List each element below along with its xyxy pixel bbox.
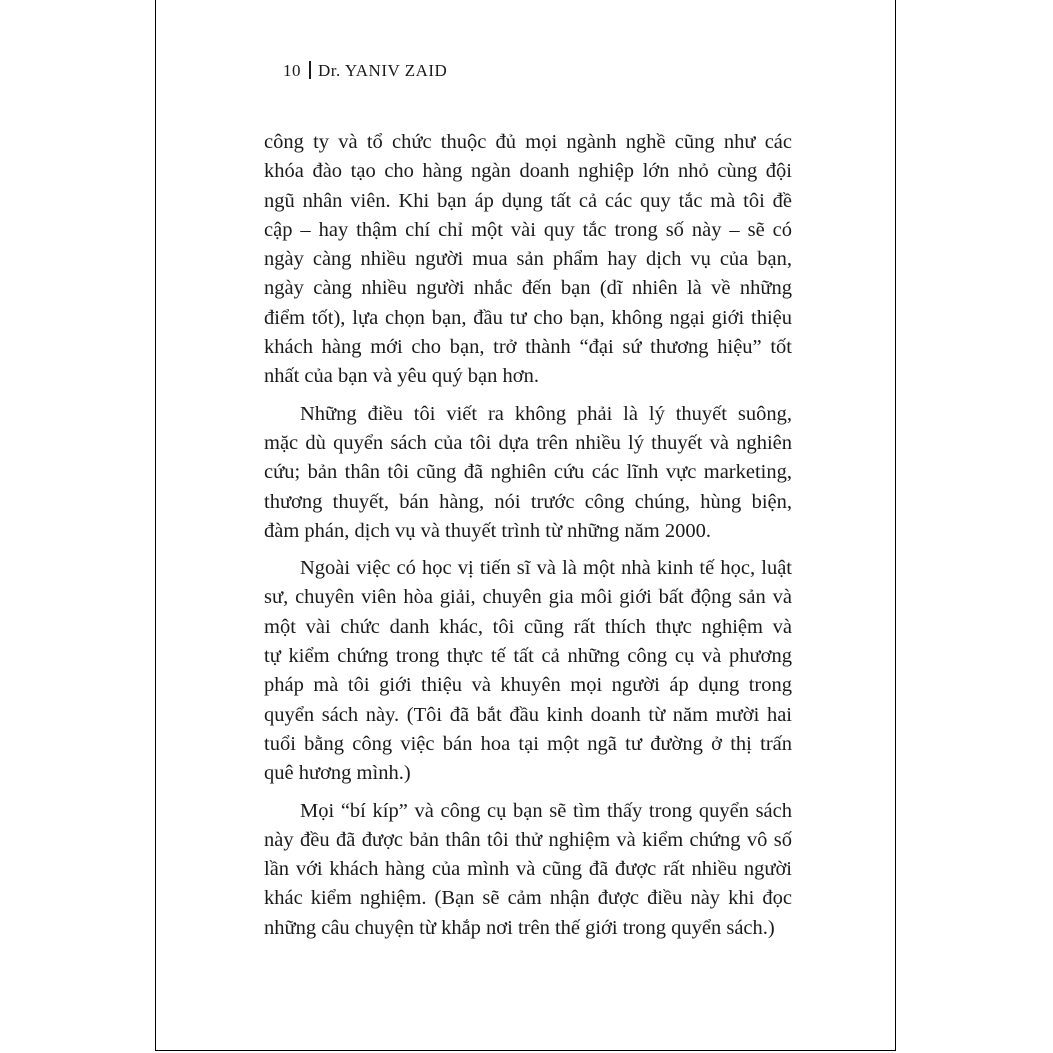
text-line: ngày càng nhiều người nhắc đến bạn (dĩ nhiên là về những	[264, 277, 792, 300]
text-line: khách hàng mới cho bạn, trở thành “đại sứ thương hiệu” tốt	[264, 336, 792, 359]
text-line: một vài chức danh khác, tôi cũng rất thích thực nghiệm và	[264, 615, 792, 638]
text-line: Ngoài việc có học vị tiến sĩ và là một nhà kinh tế học, luật	[300, 557, 792, 580]
paragraph-1	[264, 128, 792, 392]
header-separator	[309, 61, 311, 79]
text-line: ngũ nhân viên. Khi bạn áp dụng tất cả các quy tắc mà tôi đề	[264, 189, 792, 212]
text-line: tự kiểm chứng trong thực tế tất cả những công cụ và phương	[264, 645, 792, 668]
text-line: điểm tốt), lựa chọn bạn, đầu tư cho bạn, không ngại giới thiệu	[264, 306, 792, 329]
text-line: pháp mà tôi giới thiệu và khuyên mọi người áp dụng trong	[264, 674, 792, 697]
text-line: khác kiểm nghiệm. (Bạn sẽ cảm nhận được điều này khi đọc	[264, 887, 792, 910]
text-line: mặc dù quyển sách của tôi dựa trên nhiều lý thuyết và nghiên	[264, 431, 792, 454]
author-name: Dr. YANIV ZAID	[318, 61, 448, 80]
page-number: 10	[283, 61, 301, 80]
text-line: quyển sách này. (Tôi đã bắt đầu kinh doanh từ năm mười hai	[264, 703, 792, 726]
text-line: thương thuyết, bán hàng, nói trước công chúng, hùng biện,	[264, 490, 792, 513]
paragraph-2	[264, 400, 792, 546]
paragraph-3	[264, 554, 792, 788]
text-line: công ty và tổ chức thuộc đủ mọi ngành nghề cũng như các	[264, 131, 792, 153]
text-line: khóa đào tạo cho hàng ngàn doanh nghiệp lớn nhỏ cùng đội	[264, 160, 792, 183]
text-line: này đều đã được bản thân tôi thử nghiệm và kiểm chứng vô số	[264, 828, 792, 851]
text-line: lần với khách hàng của mình và cũng đã được rất nhiều người	[264, 858, 792, 881]
text-line: sư, chuyên viên hòa giải, chuyên gia môi giới bất động sản và	[264, 586, 792, 609]
paragraph-4	[264, 797, 792, 943]
running-header	[283, 61, 447, 81]
text-line: nhất của bạn và yêu quý bạn hơn.	[264, 365, 539, 388]
text-line: tuổi bằng công việc bán hoa tại một ngã tư đường ở thị trấn	[264, 732, 792, 755]
text-line: quê hương mình.)	[264, 762, 411, 785]
text-line: Mọi “bí kíp” và công cụ bạn sẽ tìm thấy trong quyển sách	[300, 799, 792, 822]
text-line: Những điều tôi viết ra không phải là lý thuyết suông,	[300, 402, 792, 425]
book-page	[155, 0, 896, 1051]
text-line: cứu; bản thân tôi cũng đã nghiên cứu các lĩnh vực marketing,	[264, 461, 792, 484]
page-body-text	[264, 128, 792, 951]
text-line: ngày càng nhiều người mua sản phẩm hay dịch vụ của bạn,	[264, 248, 792, 271]
text-line: cập – hay thậm chí chỉ một vài quy tắc trong số này – sẽ có	[264, 218, 792, 241]
text-line: đàm phán, dịch vụ và thuyết trình từ những năm 2000.	[264, 519, 711, 542]
text-line: những câu chuyện từ khắp nơi trên thế giới trong quyển sách.)	[264, 916, 775, 939]
